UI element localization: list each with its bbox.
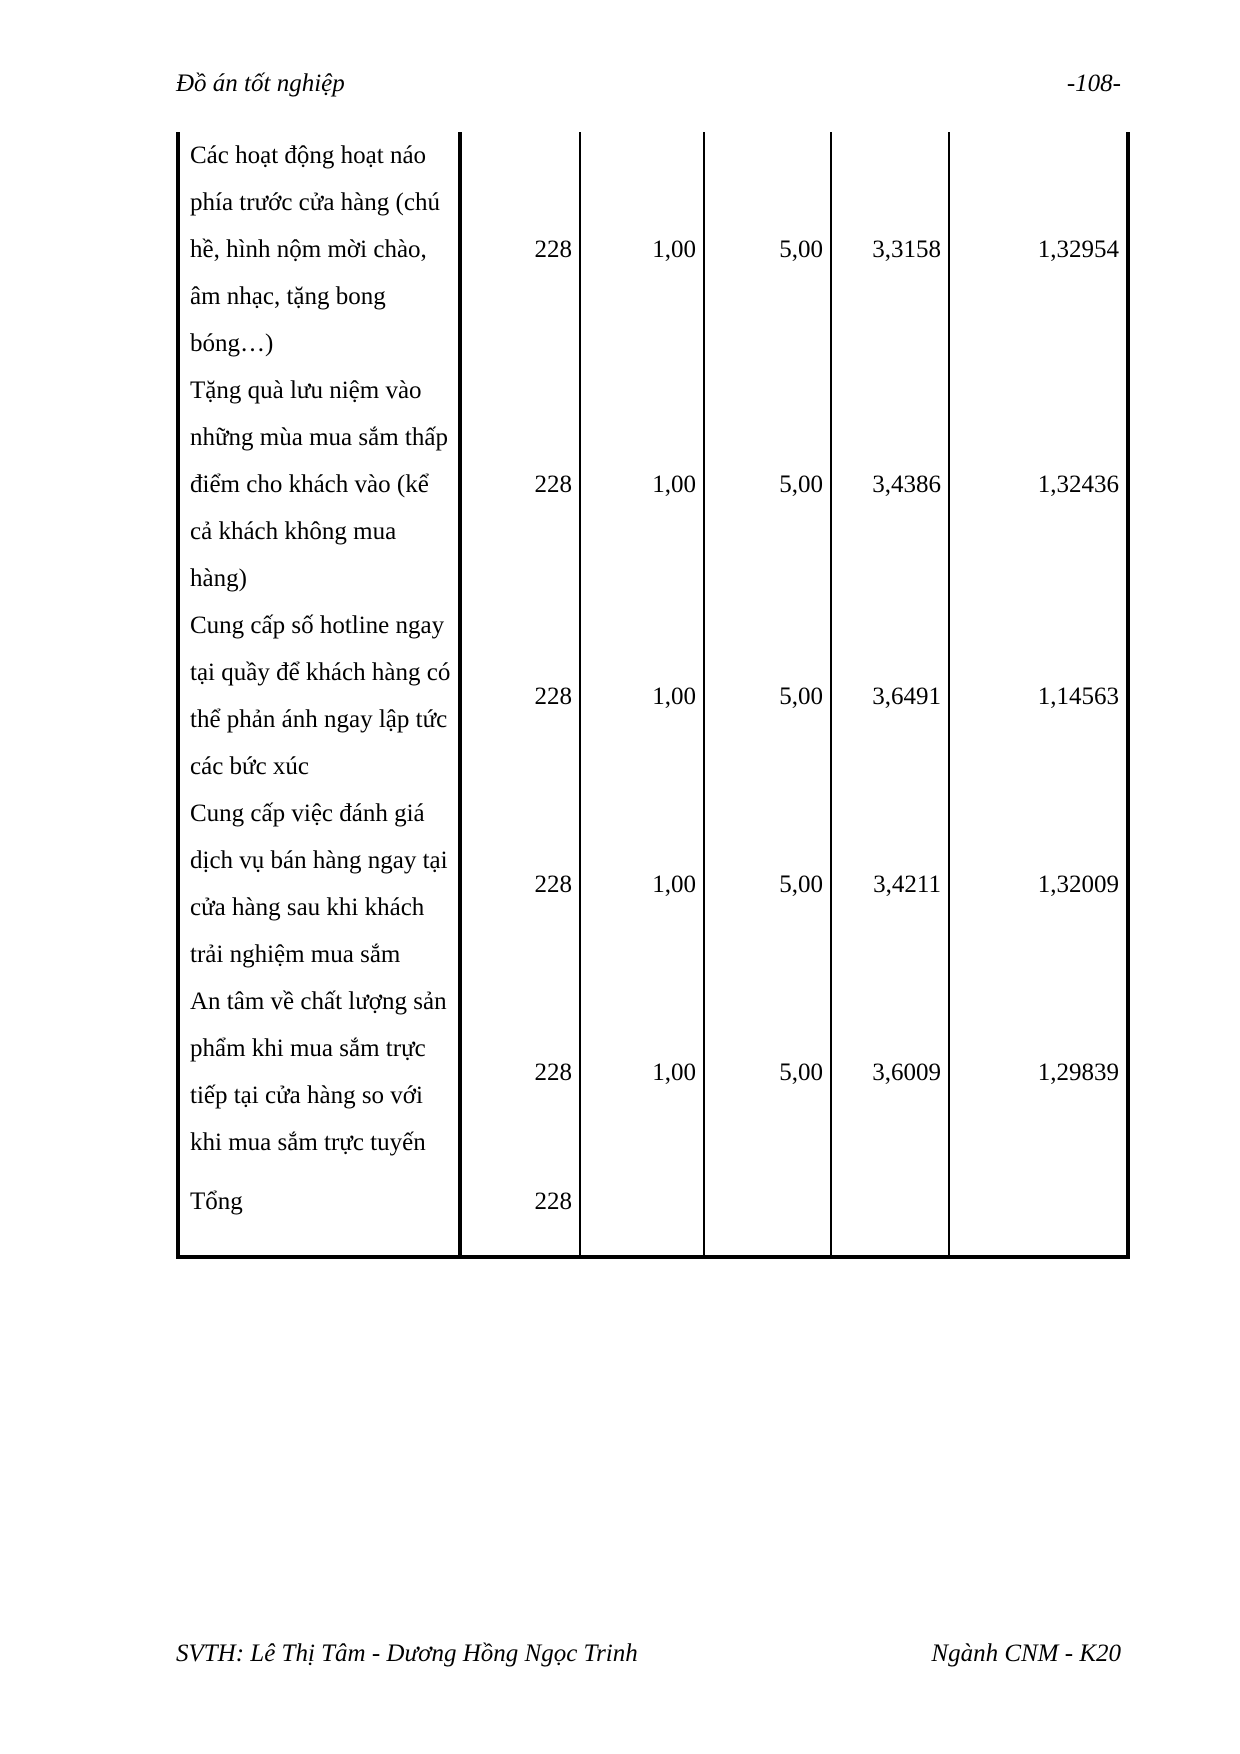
cell-min: 1,00 — [580, 790, 704, 978]
cell-min: 1,00 — [580, 602, 704, 790]
total-empty-cell — [949, 1166, 1128, 1257]
cell-std: 1,14563 — [949, 602, 1128, 790]
table-row — [178, 132, 1128, 367]
table-row — [178, 978, 1128, 1166]
cell-mean: 3,4211 — [831, 790, 949, 978]
total-empty-cell — [704, 1166, 831, 1257]
footer-major: Ngành CNM - K20 — [931, 1640, 1121, 1667]
table-row — [178, 602, 1128, 790]
cell-n: 228 — [460, 602, 580, 790]
footer-authors: SVTH: Lê Thị Tâm - Dương Hồng Ngọc Trinh — [176, 1640, 638, 1667]
total-label: Tổng — [178, 1166, 460, 1257]
cell-n: 228 — [460, 132, 580, 367]
row-label: Cung cấp việc đánh giá dịch vụ bán hàng ngay tại cửa hàng sau khi khách trải nghiệm mua sắm — [178, 790, 460, 978]
cell-std: 1,32436 — [949, 367, 1128, 602]
header-title: Đồ án tốt nghiệp — [176, 70, 345, 97]
cell-max: 5,00 — [704, 790, 831, 978]
page-number: -108- — [1066, 70, 1121, 97]
cell-n: 228 — [460, 978, 580, 1166]
table-row — [178, 367, 1128, 602]
cell-max: 5,00 — [704, 978, 831, 1166]
row-label: Cung cấp số hotline ngay tại quầy để khách hàng có thể phản ánh ngay lập tức các bức xúc — [178, 602, 460, 790]
table-row — [178, 790, 1128, 978]
cell-mean: 3,6491 — [831, 602, 949, 790]
table-total-row — [178, 1166, 1128, 1257]
total-empty-cell — [580, 1166, 704, 1257]
cell-min: 1,00 — [580, 367, 704, 602]
cell-mean: 3,4386 — [831, 367, 949, 602]
cell-std: 1,32954 — [949, 132, 1128, 367]
statistics-table — [176, 132, 1130, 1259]
cell-min: 1,00 — [580, 978, 704, 1166]
cell-n: 228 — [460, 367, 580, 602]
total-empty-cell — [831, 1166, 949, 1257]
row-label: Tặng quà lưu niệm vào những mùa mua sắm thấp điểm cho khách vào (kể cả khách không mua hàng) — [178, 367, 460, 602]
cell-min: 1,00 — [580, 132, 704, 367]
total-n: 228 — [460, 1166, 580, 1257]
cell-mean: 3,3158 — [831, 132, 949, 367]
cell-max: 5,00 — [704, 602, 831, 790]
cell-std: 1,32009 — [949, 790, 1128, 978]
row-label: An tâm về chất lượng sản phẩm khi mua sắm trực tiếp tại cửa hàng so với khi mua sắm trực tuyến — [178, 978, 460, 1166]
row-label: Các hoạt động hoạt náo phía trước cửa hàng (chú hề, hình nộm mời chào, âm nhạc, tặng bong bóng…) — [178, 132, 460, 367]
cell-n: 228 — [460, 790, 580, 978]
statistics-table-wrapper — [176, 132, 1126, 1259]
cell-std: 1,29839 — [949, 978, 1128, 1166]
cell-max: 5,00 — [704, 367, 831, 602]
cell-max: 5,00 — [704, 132, 831, 367]
cell-mean: 3,6009 — [831, 978, 949, 1166]
